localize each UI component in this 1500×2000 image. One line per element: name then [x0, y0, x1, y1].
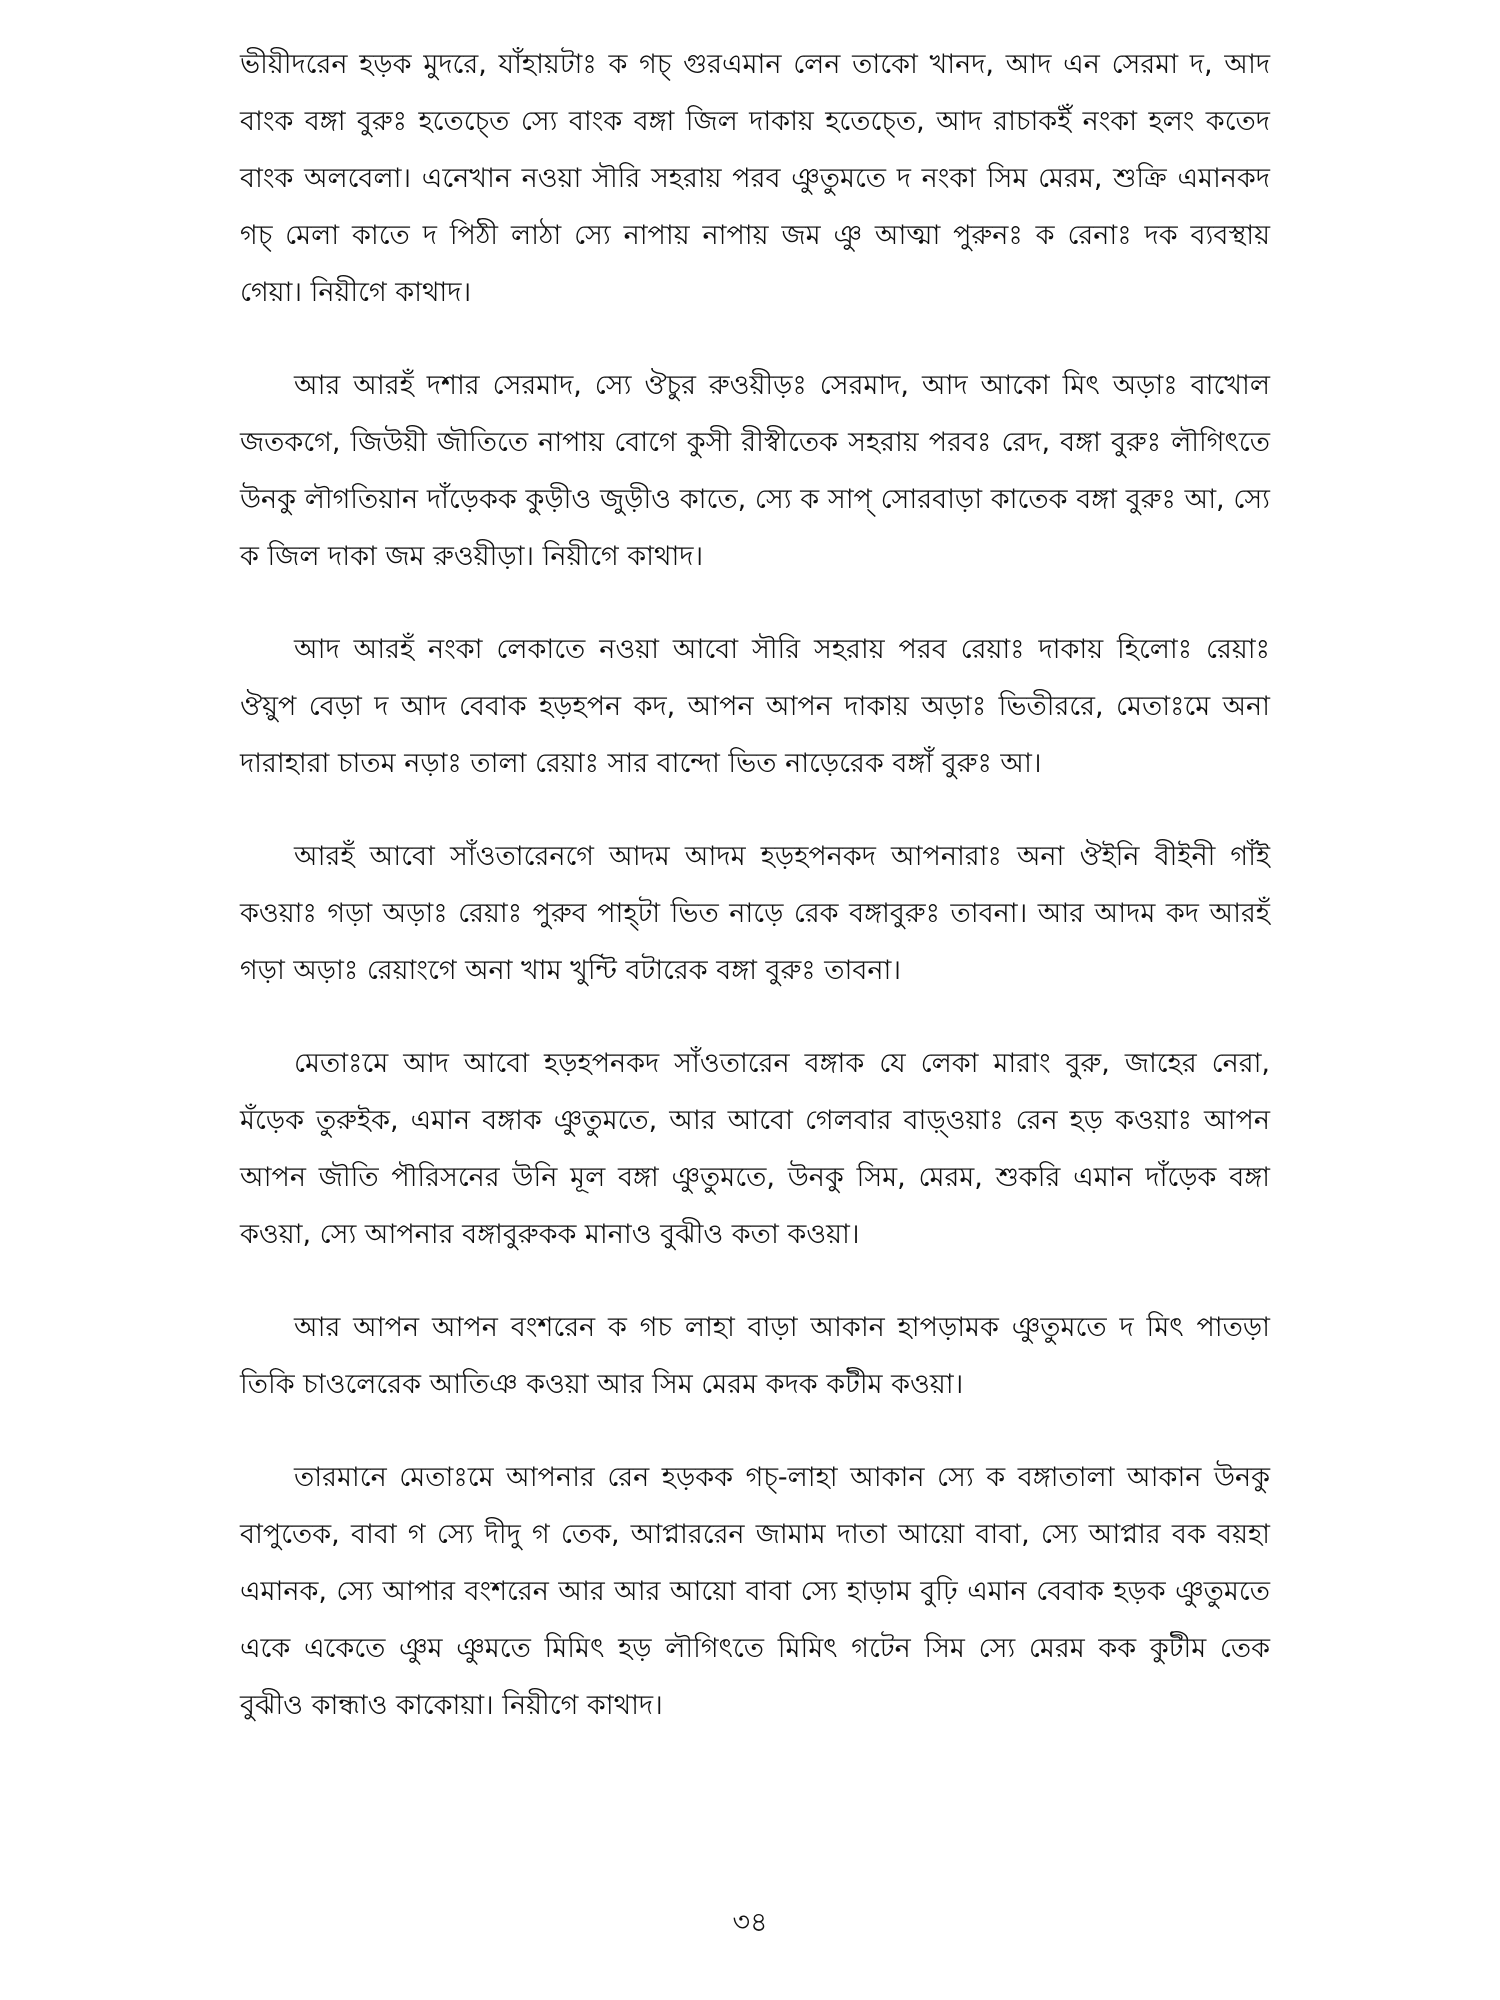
paragraph-1: ভীয়ীদরেন হড়ক মুদরে, যাঁহায়টাঃ ক গচ্ গুরএমান লেন তাকো খানদ, আদ এন সেরমা দ, আদ বাংক বঙ্গা বুরুঃ হতেচ্তে স্যে বাংক বঙ্গা জিল দাকায় হতেচ্তে, আদ রাচাকইঁ নংকা হলং কতেদ বাংক অলবেলা। এনেখান নওয়া সৗরি সহরায় পরব ঞুতুমতে দ নংকা সিম মেরম, শুক্রি এমানকদ গচ্ মেলা কাতে দ পিঠী লাঠা স্যে নাপায় নাপায় জম ঞু আত্মা পুরুনঃ ক রেনাঃ দক ব্যবস্থায় গেয়া। নিয়ীগে কাথাদ। — [240, 49, 1270, 308]
body-text — [240, 36, 1270, 1734]
paragraph-6: আর আপন আপন বংশরেন ক গচ লাহা বাড়া আকান হাপড়ামক ঞুতুমতে দ মিৎ পাতড়া তিকি চাওলেরেক আতিঞ কওয়া আর সিম মেরম কদক কটীম কওয়া। — [240, 1312, 1270, 1400]
paragraph-7: তারমানে মেতাঃমে আপনার রেন হড়কক গচ্-লাহা আকান স্যে ক বঙ্গাতালা আকান উনকু বাপুতেক, বাবা গ স্যে দীদু গ তেক, আপ্নাররেন জামাম দাতা আয়ো বাবা, স্যে আপ্নার বক বয়হা এমানক, স্যে আপার বংশরেন আর আর আয়ো বাবা স্যে হাড়াম বুঢ়ি এমান বেবাক হড়ক ঞুতুমতে একে একেতে ঞুম ঞুমতে মিমিৎ হড় লৗগিৎতে মিমিৎ গটেন সিম স্যে মেরম কক কুটীম তেক বুঝীও কান্ধাও কাকোয়া। নিয়ীগে কাথাদ। — [240, 1462, 1270, 1721]
paragraph-5: মেতাঃমে আদ আবো হড়হপনকদ সাঁওতারেন বঙ্গাক যে লেকা মারাং বুরু, জাহের নেরা, মঁড়েক তুরুইক, এমান বঙ্গাক ঞুতুমতে, আর আবো গেলবার বাড়্ওয়াঃ রেন হড় কওয়াঃ আপন আপন জৗতি পৗরিসনের উনি মূল বঙ্গা ঞুতুমতে, উনকু সিম, মেরম, শুকরি এমান দাঁড়েক বঙ্গা কওয়া, স্যে আপনার বঙ্গাবুরুকক মানাও বুঝীও কতা কওয়া। — [240, 1048, 1270, 1250]
paragraph-3: আদ আরহঁ নংকা লেকাতে নওয়া আবো সৗরি সহরায় পরব রেয়াঃ দাকায় হিলোঃ রেয়াঃ ঔয়ুপ বেড়া দ আদ বেবাক হড়হপন কদ, আপন আপন দাকায় অড়াঃ ভিতীররে, মেতাঃমে অনা দারাহারা চাতম নড়াঃ তালা রেয়াঃ সার বান্দো ভিত নাড়েরেক বঙ্গাঁ বুরুঃ আ। — [240, 634, 1270, 779]
paragraph-4: আরহঁ আবো সাঁওতারেনগে আদম আদম হড়হপনকদ আপনারাঃ অনা ঔইনি বীইনী গাঁই কওয়াঃ গড়া অড়াঃ রেয়াঃ পুরুব পাহ্টা ভিত নাড়ে রেক বঙ্গাবুরুঃ তাবনা। আর আদম কদ আরহঁ গড়া অড়াঃ রেয়াংগে অনা খাম খুন্টি বটারেক বঙ্গা বুরুঃ তাবনা। — [240, 841, 1270, 986]
page-number: ৩৪ — [732, 1907, 768, 1938]
paragraph-2: আর আরহঁ দশার সেরমাদ, স্যে ঔচুর রুওয়ীড়ঃ সেরমাদ, আদ আকো মিৎ অড়াঃ বাখোল জতকগে, জিউয়ী জৗতিতে নাপায় বোগে কুসী রীস্বীতেক সহরায় পরবঃ রেদ, বঙ্গা বুরুঃ লৗগিৎতে উনকু লৗগতিয়ান দাঁড়েকক কুড়ীও জুড়ীও কাতে, স্যে ক সাপ্ সোরবাড়া কাতেক বঙ্গা বুরুঃ আ, স্যে ক জিল দাকা জম রুওয়ীড়া। নিয়ীগে কাথাদ। — [240, 370, 1270, 572]
